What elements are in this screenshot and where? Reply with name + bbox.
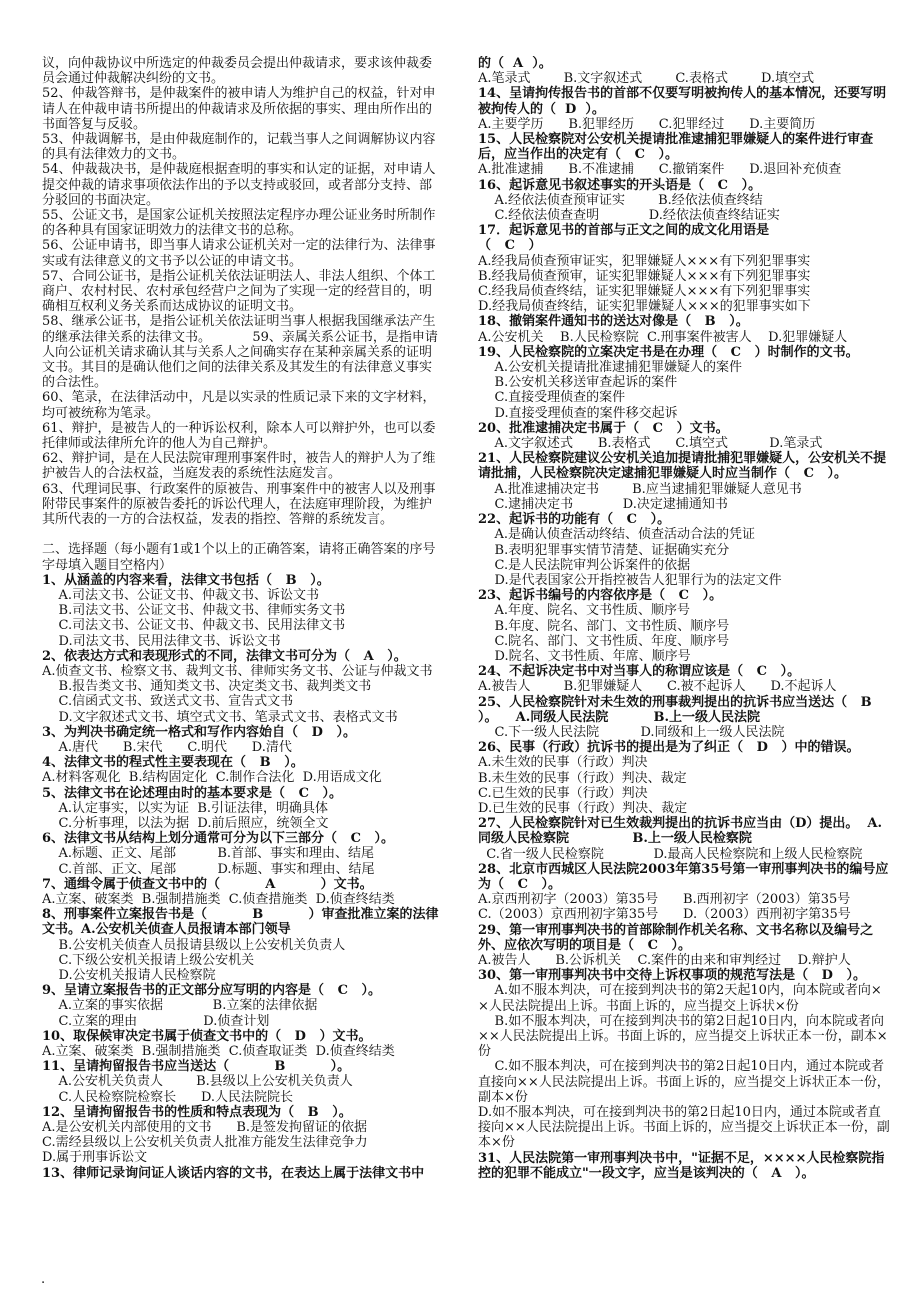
question-line: 25、人民检察院针对未生效的刑事裁判提出的抗诉书应当送达（ B ）。 A.同级人民法院 B.上一级人民法院: [478, 694, 886, 725]
question-line: 22、起诉书的功能有（ C ）。: [478, 512, 671, 528]
text-line: A.年度、院名、文书性质、顺序号: [478, 603, 691, 619]
text-line: 55、公证文书，是国家公证机关按照法定程序办理公证业务时所制作的各种具有国家证明效力的法律文书的总称。: [42, 208, 436, 239]
question-line: 21、人民检察院建议公安机关追加提请批捕犯罪嫌疑人，公安机关不提请批捕，人民检察院决定逮捕犯罪嫌疑人时应当制作（ C ）。: [478, 451, 887, 482]
text-line: A.批准逮捕 B.不准逮捕 C.撤销案件 D.退回补充侦查: [478, 162, 842, 178]
text-line: C.下级公安机关报请上级公安机关: [42, 952, 255, 968]
text-line: A.被告人 B.公诉机关 C.案件的由来和审判经过 D.辩护人: [478, 952, 851, 968]
text-line: 58、继承公证书，是指公证机关依法证明当事人根据我国继承法产生的继承法律关系的法律文书。 59、亲属关系公证书，是指申请人向公证机关请求确认其与关系人之间确实存在某种亲属关系的证明文书。其目的是确认他们之间的法律关系及其发生的有法律意义事实的合法性。: [42, 314, 438, 391]
text-line: 53、仲裁调解书，是由仲裁庭制作的，记载当事人之间调解协议内容的具有法律效力的文书。: [42, 132, 436, 163]
question-line: 1、从涵盖的内容来看，法律文书包括（ B ）。: [42, 572, 330, 588]
text-line: A.主要学历 B.犯罪经历 C.犯罪经过 D.主要简历: [478, 116, 816, 132]
text-line: C.分析事理，以法为据 D.前后照应，统领全文: [42, 815, 329, 831]
text-line: D.如不服本判决，可在接到判决书的第2日起10日内，通过本院或者直接向××人民法院提出上诉。书面上诉的，应当提交上诉状正本一份，副本×份: [478, 1105, 890, 1151]
text-line: A.京西刑初字（2003）第35号 B.西刑初字（2003）第35号: [478, 892, 851, 908]
text-line: C.需经县级以上公安机关负责人批准方能发生法律竞争力: [42, 1135, 368, 1151]
text-line: B.公安机关侦查人员报请县级以上公安机关负责人: [42, 937, 346, 953]
question-line: 6、法律文书从结构上划分通常可分为以下三部分（ C ）。: [42, 831, 395, 847]
right-column: [478, 56, 890, 1270]
text-line: D.公安机关报请人民检察院: [42, 967, 216, 983]
text-line: C.人民检察院检察长 D.人民法院院长: [42, 1089, 294, 1105]
question-line: 26、民事（行政）抗诉书的提出是为了纠正（ D ）中的错误。: [478, 740, 860, 756]
text-line: B.司法文书、公证文书、仲裁文书、律师实务文书: [42, 603, 346, 619]
text-line: [42, 527, 444, 542]
text-line: A.批准逮捕决定书 B.应当逮捕犯罪嫌疑人意见书: [478, 481, 802, 497]
text-line: 二、选择题（每小题有1或1个以上的正确答案，请将正确答案的序号字母填入题目空格内）: [42, 542, 436, 573]
text-line: 62、辩护词，是在人民法院审理刑事案件时，被告人的辩护人为了维护被告人的合法权益，当庭发表的系统性法庭发言。: [42, 451, 436, 482]
question-line: 2、依表达方式和表现形式的不同，法律文书可分为（ A ）。: [42, 648, 407, 664]
text-line: B.表明犯罪事实情节清楚、证据确实充分: [478, 542, 730, 558]
text-line: C.院名、部门、文书性质、年度、顺序号: [478, 633, 730, 649]
text-line: A.被告人 B.犯罪嫌疑人 C.被不起诉人 D.不起诉人: [478, 679, 837, 695]
text-line: B.未生效的民事（行政）判决、裁定: [478, 770, 687, 786]
text-line: C.信函式文书、致送式文书、宣告式文书: [42, 694, 294, 710]
text-line: A.司法文书、公证文书、仲裁文书、诉讼文书: [42, 587, 320, 603]
text-line: A.未生效的民事（行政）判决: [478, 755, 648, 771]
text-line: A.是公安机关内部使用的文书 B.是签发拘留证的依据: [42, 1120, 368, 1136]
text-line: D.文字叙述式文书、填空式文书、笔录式文书、表格式文书: [42, 709, 398, 725]
question-line: 24、不起诉决定书中对当事人的称谓应该是（ C ）。: [478, 664, 801, 680]
text-line: C.下一级人民法院 D.同级和上一级人民法院: [478, 724, 785, 740]
question-line: 的（ A ）。: [478, 56, 552, 71]
text-line: C.省一级人民检察院 D.最高人民检察院和上级人民检察院: [478, 846, 863, 862]
question-line: 31、人民法院第一审刑事判决书中，"证据不足，××××人民检察院指控的犯罪不能成立"一段文字，应当是该判决的（ A ）。: [478, 1150, 885, 1181]
text-line: A.认定事实，以实为证 B.引证法律，明确具体: [42, 800, 329, 816]
text-line: 52、仲裁答辩书，是仲裁案件的被申请人为维护自己的权益，针对申请人在仲裁申请书所提出的仲裁请求及所依据的事实、理由所作出的书面答复与反驳。: [42, 86, 436, 132]
text-line: B.年度、院名、部门、文书性质、顺序号: [478, 618, 730, 634]
text-line: 60、笔录，在法律活动中，凡是以实录的性质记录下来的文字材料，均可被统称为笔录。: [42, 390, 436, 421]
page-mark: .: [41, 1272, 46, 1287]
text-line: A.标题、正文、尾部 B.首部、事实和理由、结尾: [42, 846, 375, 862]
question-line: 11、呈请拘留报告书应当送达（ B ）。: [42, 1059, 351, 1075]
text-line: A.经依法侦查预审证实 B.经依法侦查终结: [478, 192, 763, 208]
text-line: 61、辩护，是被告人的一种诉讼权利，除本人可以辩护外，也可以委托律师或法律所允许的他人为自己辩护。: [42, 420, 436, 452]
question-line: 19、人民检察院的立案决定书是在办理（ C ）时制作的文书。: [478, 344, 859, 360]
text-line: B.如不服本判决，可在接到判决书的第2日起10日内，向本院或者向××人民法院提出上诉。书面上诉的，应当提交上诉状正本一份，副本×份: [478, 1013, 888, 1060]
text-line: A.材料客观化 B.结构固定化 C.制作合法化 D.用语成文化: [42, 770, 382, 786]
question-line: 9、呈请立案报告书的正文部分应写明的内容是（ C ）。: [42, 983, 382, 999]
text-line: A.侦查文书、检察文书、裁判文书、律师实务文书、公证与仲裁文书: [42, 663, 433, 679]
question-line: 16、起诉意见书叙述事实的开头语是（ C ）。: [478, 177, 762, 193]
question-line: 7、通缉令属于侦查文书中的（ A ）文书。: [42, 876, 373, 892]
left-column: [42, 56, 444, 1268]
text-line: 57、合同公证书，是指公证机关依法证明法人、非法人组织、个体工商户、农村村民、农村承包经营户之间为了实现一定的经营目的，明确相互权利义务关系而达成协议的证明文书。: [42, 268, 436, 315]
text-line: 63、代理词民事、行政案件的原被告、刑事案件中的被害人以及刑事附带民事案件的原被告委托的诉讼代理人，在法庭审理阶段，为维护其所代表的一方的合法权益，发表的指控、答辩的系统发言。: [42, 481, 436, 528]
question-line: 12、呈请拘留报告书的性质和特点表现为（ B ）。: [42, 1104, 352, 1120]
text-line: D.属于刑事诉讼文: [42, 1150, 148, 1166]
question-line: 5、法律文书在论述理由时的基本要求是（ C ）。: [42, 785, 343, 801]
text-line: D.司法文书、民用法律文书、诉讼文书: [42, 633, 281, 649]
question-line: 13、律师记录询问证人谈话内容的文书，在表达上属于法律文书中: [42, 1165, 425, 1181]
text-line: C.立案的理由 D.侦查计划: [42, 1013, 270, 1029]
text-line: C.是人民法院审判公诉案件的依据: [478, 557, 691, 573]
text-line: A.公安机关负责人 B.县级以上公安机关负责人: [42, 1074, 353, 1090]
question-line: 23、起诉书编号的内容依序是（ C ）。: [478, 588, 723, 604]
question-line: 14、呈请拘传报告书的首部不仅要写明被拘传人的基本情况，还要写明被拘传人的（ D ）。: [478, 86, 887, 117]
text-line: A.唐代 B.宋代 C.明代 D.清代: [42, 739, 292, 755]
text-line: C.经我局侦查终结，证实犯罪嫌疑人×××有下列犯罪事实: [478, 284, 811, 300]
text-line: C.直接受理侦查的案件: [478, 390, 626, 406]
text-line: C.经依法侦查查明 D.经依法侦查终结证实: [478, 208, 780, 224]
text-line: A.笔录式 B.文字叙述式 C.表格式 D.填空式: [478, 71, 815, 87]
text-line: 54、仲裁裁决书，是仲裁庭根据查明的事实和认定的证据，对申请人提交仲裁的请求事项依法作出的予以支持或驳回，或者部分支持、部分驳回的书面决定。: [42, 162, 436, 208]
text-line: A.立案、破案类 B.强制措施类 C.侦查取证类 D.侦查终结类: [42, 1044, 395, 1059]
text-line: A.文字叙述式 B.表格式 C.填空式 D.笔录式: [478, 436, 823, 452]
text-line: B.公安机关移送审查起诉的案件: [478, 375, 678, 391]
question-line: 15、人民检察院对公安机关提请批准逮捕犯罪嫌疑人的案件进行审查后，应当作出的决定有（ C ）。: [478, 132, 874, 163]
text-line: D.直接受理侦查的案件移交起诉: [478, 405, 678, 421]
text-line: C.已生效的民事（行政）判决: [478, 785, 648, 801]
text-line: B.报告类文书、通知类文书、决定类文书、裁判类文书: [42, 679, 372, 695]
question-line: 29、第一审刑事判决书的首部除制作机关名称、文书名称以及编号之外、应依次写明的项目是（ C ）。: [478, 922, 874, 953]
text-line: C.（2003）京西刑初字第35号 D.（2003）西刑初字第35号: [478, 907, 851, 923]
question-line: 27、人民检察院针对已生效裁判提出的抗诉书应当由（D）提出。 A.同级人民检察院 B.上一级人民检察院: [478, 816, 883, 847]
question-line: 10、取保候审决定书属于侦查文书中的（ D ）文书。: [42, 1028, 372, 1044]
question-line: 17．起诉意见书的首部与正文之间的成文化用语是: [478, 223, 770, 239]
question-line: 18、撤销案件通知书的送达对像是（ B ）。: [478, 314, 749, 330]
text-line: A.公安机关提请批准逮捕犯罪嫌疑人的案件: [478, 360, 743, 376]
text-line: C.司法文书、公证文书、仲裁文书、民用法律文书: [42, 618, 346, 634]
text-line: D.经我局侦查终结，证实犯罪嫌疑人×××的犯罪事实如下: [478, 299, 811, 315]
question-line: 20、批准逮捕决定书属于（ C ）文书。: [478, 420, 729, 436]
text-line: A.立案的事实依据 B.立案的法律依据: [42, 998, 318, 1014]
text-line: A.经我局侦查预审证实，犯罪嫌疑人×××有下列犯罪事实: [478, 253, 811, 269]
text-line: D.是代表国家公开指控被告人犯罪行为的法定文件: [478, 572, 782, 588]
question-line: 3、为判决书确定统一格式和写作内容始自（ D ）。: [42, 724, 356, 740]
text-line: 议，向仲裁协议中所选定的仲裁委员会提出仲裁请求，要求该仲裁委员会通过仲裁解决纠纷的文书。: [42, 56, 433, 87]
text-line: D.已生效的民事（行政）判决、裁定: [478, 800, 688, 816]
text-line: B.经我局侦查预审，证实犯罪嫌疑人×××有下列犯罪事实: [478, 268, 811, 284]
text-line: 56、公证申请书，即当事人请求公证机关对一定的法律行为、法律事实或有法律意义的文书予以公证的申请文书。: [42, 238, 436, 269]
text-line: C.如不服本判决，可在接到判决书的第2日起10日内，通过本院或者直接向××人民法院提出上诉。书面上诉的，应当提交上诉状正本一份，副本×份: [478, 1059, 890, 1105]
question-line: 4、法律文书的程式性主要表现在（ B ）。: [42, 755, 304, 771]
text-line: C.首部、正文、尾部 D.标题、事实和理由、结尾: [42, 861, 375, 877]
text-line: C.逮捕决定书 D.决定逮捕通知书: [478, 496, 728, 512]
text-line: A.如不服本判决，可在接到判决书的第2天起10内，向本院或者向××人民法院提出上诉。书面上诉的，应当提交上诉状×份: [478, 983, 882, 1014]
question-line: 30、第一审刑事判决书中交待上诉权事项的规范写法是（ D ）。: [478, 968, 867, 984]
text-line: D.院名、文书性质、年席、顺序号: [478, 648, 691, 664]
question-line: （ C ）: [478, 238, 542, 254]
text-line: A.是确认侦查活动终结、侦查活动合法的凭证: [478, 527, 756, 543]
text-line: A.公安机关 B.人民检察院 C.刑事案件被害人 D.犯罪嫌疑人: [478, 329, 848, 345]
question-line: 28、北京市西城区人民法院2003年第35号第一审刑事判决书的编号应为（ C ）。: [478, 861, 889, 892]
text-line: A.立案、破案类 B.强制措施类 C.侦查措施类 D.侦查终结类: [42, 891, 395, 907]
question-line: 8、刑事案件立案报告书是（ B ）审查批准立案的法律文书。A.公安机关侦查人员报请本部门领导: [42, 907, 439, 938]
